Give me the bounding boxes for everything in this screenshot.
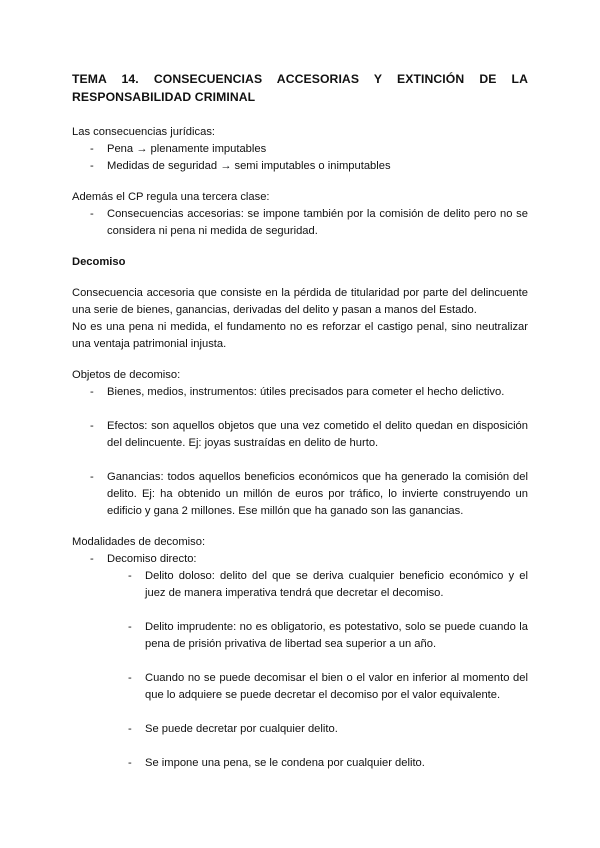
- objects-list: [72, 384, 528, 520]
- list-item: - Delito imprudente: no es obligatorio, es potestativo, solo se puede cuando la pena de prisión privativa de libertad sea superior a un año.: [72, 619, 528, 653]
- page-title: [72, 70, 528, 106]
- title-line-2: RESPONSABILIDAD CRIMINAL: [72, 90, 256, 104]
- cp-intro-text: Además el CP regula una tercera clase:: [72, 191, 270, 203]
- document-page: [72, 70, 528, 772]
- list-item: - Efectos: son aquellos objetos que una vez cometido el delito quedan en disposición del delincuente. Ej: joyas sustraídas en delito de hurto.: [72, 418, 528, 452]
- accessory-list: [72, 206, 528, 240]
- direct-decomiso-sublist: [72, 568, 528, 772]
- modalities-label: Modalidades de decomiso:: [72, 536, 206, 548]
- list-item: - Se puede decretar por cualquier delito.: [72, 721, 528, 738]
- list-item: - Consecuencias accesorias: se impone también por la comisión de delito pero no se considera ni pena ni medida de seguridad.: [72, 206, 528, 240]
- list-item: - Pena → plenamente imputables: [72, 141, 528, 158]
- modalities-list: [72, 551, 528, 568]
- decomiso-paragraph-2: No es una pena ni medida, el fundamento no es reforzar el castigo penal, sino neutralizar una ventaja patrimonial injusta.: [72, 321, 528, 350]
- list-item: - Cuando no se puede decomisar el bien o el valor en inferior al momento del que lo adquiere se puede decretar el decomiso por el valor equivalente.: [72, 670, 528, 704]
- objects-label: Objetos de decomiso:: [72, 369, 181, 381]
- list-item: - Bienes, medios, instrumentos: útiles precisados para cometer el hecho delictivo.: [72, 384, 528, 401]
- consequences-list: [72, 141, 528, 175]
- intro-text: Las consecuencias jurídicas:: [72, 126, 216, 138]
- list-item: - Decomiso directo:: [72, 551, 528, 568]
- decomiso-heading: Decomiso: [72, 256, 126, 268]
- title-line-1: TEMA 14. CONSECUENCIAS ACCESORIAS Y EXTINCIÓN DE LA: [72, 72, 528, 86]
- decomiso-paragraph-1: Consecuencia accesoria que consiste en la pérdida de titularidad por parte del delincuente una serie de bienes, ganancias, derivadas del delito y pasan a manos del Estado.: [72, 287, 528, 316]
- list-item: - Ganancias: todos aquellos beneficios económicos que ha generado la comisión del delito. Ej: ha obtenido un millón de euros por tráfico, lo invierte construyendo un edificio y gana 2 millones. Ese millón que ha ganado son las ganancias.: [72, 469, 528, 520]
- list-item: - Medidas de seguridad → semi imputables o inimputables: [72, 158, 528, 175]
- list-item: - Se impone una pena, se le condena por cualquier delito.: [72, 755, 528, 772]
- list-item: - Delito doloso: delito del que se deriva cualquier beneficio económico y el juez de manera imperativa tendrá que decretar el decomiso.: [72, 568, 528, 602]
